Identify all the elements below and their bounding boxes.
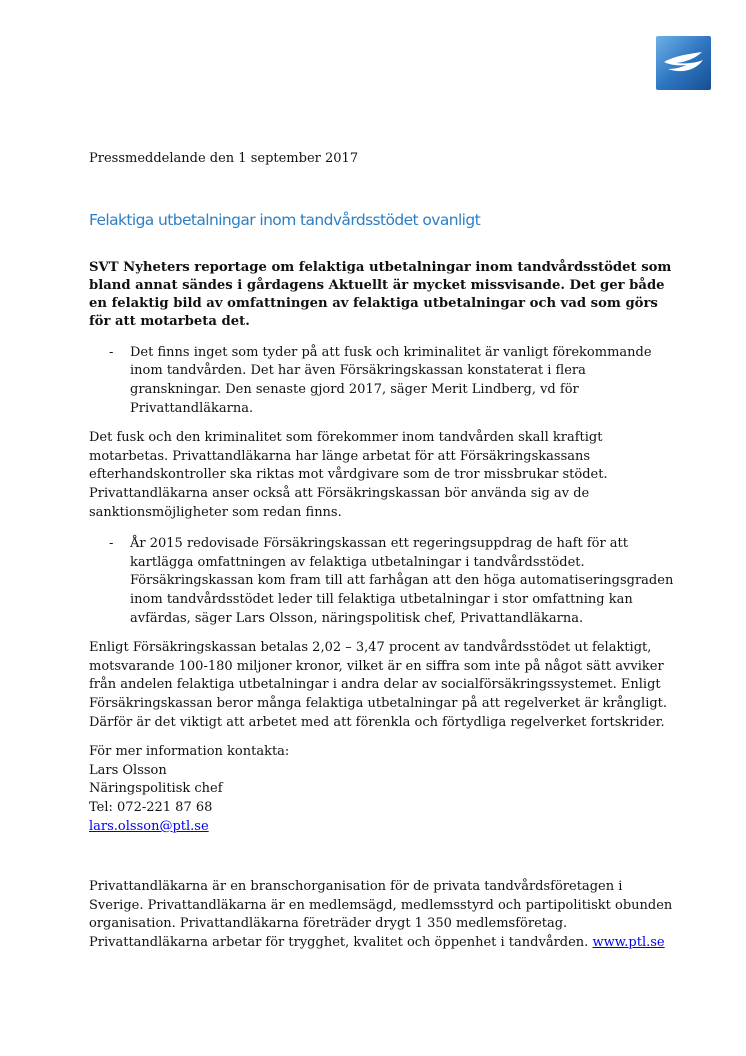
privattandlakarna-logo-icon [656,36,711,90]
about-paragraph [89,878,679,953]
bullet-text: År 2015 redovisade Försäkringskassan ett regeringsuppdrag de haft för att kartlägga omfattningen av felaktiga utbetalningar i tandvårdsstödet. Försäkringskassan kom fram till att farhågan att den höga automatiseringsgraden inom tandvårdsstödet leder till felaktiga utbetalningar i stor omfattning kan avfärdas, säger Lars Olsson, näringspolitisk chef, Privattandläkarna. [130,535,674,626]
lead-paragraph: SVT Nyheters reportage om felaktiga utbetalningar inom tandvårdsstödet som bland annat sändes i gårdagens Aktuellt är mycket missvisande. Det ger både en felaktig bild av omfattningen av felaktiga utbetalningar och vad som görs för att motarbeta det. [89,259,672,330]
bullet-text: Det finns inget som tyder på att fusk och kriminalitet är vanligt förekommande inom tandvården. Det har även Försäkringskassan konstaterat i flera granskningar. Den senaste gjord 2017, säger Merit Lindberg, vd för Privattandläkarna. [130,344,652,416]
date-line: Pressmeddelande den 1 september 2017 [89,151,359,166]
bullet-item [89,535,679,629]
body-paragraph: Det fusk och den kriminalitet som förekommer inom tandvården skall kraftigt motarbetas. Privattandläkarna har länge arbetat för att Försäkringskassans efterhandskontroller ska riktas mot vårdgivare som de tror missbrukar stödet. Privattandläkarna anser också att Försäkringskassan bör använda sig av de sanktionsmöjligheter som redan finns. [89,429,608,520]
headline: Felaktiga utbetalningar inom tandvårdsstödet ovanligt [89,210,481,229]
contact-email-link[interactable]: lars.olsson@ptl.se [89,818,209,834]
press-release-body [89,150,679,953]
contact-title: Näringspolitisk chef [89,781,223,797]
contact-block [89,743,679,837]
bullet-item [89,344,679,419]
bullet-marker: - [109,344,114,360]
about-text: Privattandläkarna är en branschorganisation för de privata tandvårdsföretagen i Sverige. Privattandläkarna är en medlemsägd, medlemsstyrd och partipolitiskt obunden organisation. Privattandläkarna företräder drygt 1 350 medlemsföretag. Privattandläkarna arbetar för trygghet, kvalitet och öppenhet i tandvården. [89,878,673,951]
contact-phone: Tel: 072-221 87 68 [89,800,213,816]
contact-intro: För mer information kontakta: [89,743,290,759]
bullet-marker: - [109,535,114,551]
contact-name: Lars Olsson [89,762,167,778]
website-link[interactable]: www.ptl.se [592,935,665,951]
body-paragraph: Enligt Försäkringskassan betalas 2,02 – 3,47 procent av tandvårdsstödet ut felaktigt, motsvarande 100-180 miljoner kronor, vilket är en siffra som inte på något sätt avviker från andelen felaktiga utbetalningar i andra delar av socialförsäkringssystemet. Enligt Försäkringskassan beror många felaktiga utbetalningar på att regelverket är krångligt. Därför är det viktigt att arbetet med att förenkla och förtydliga regelverket fortskrider. [89,639,668,730]
